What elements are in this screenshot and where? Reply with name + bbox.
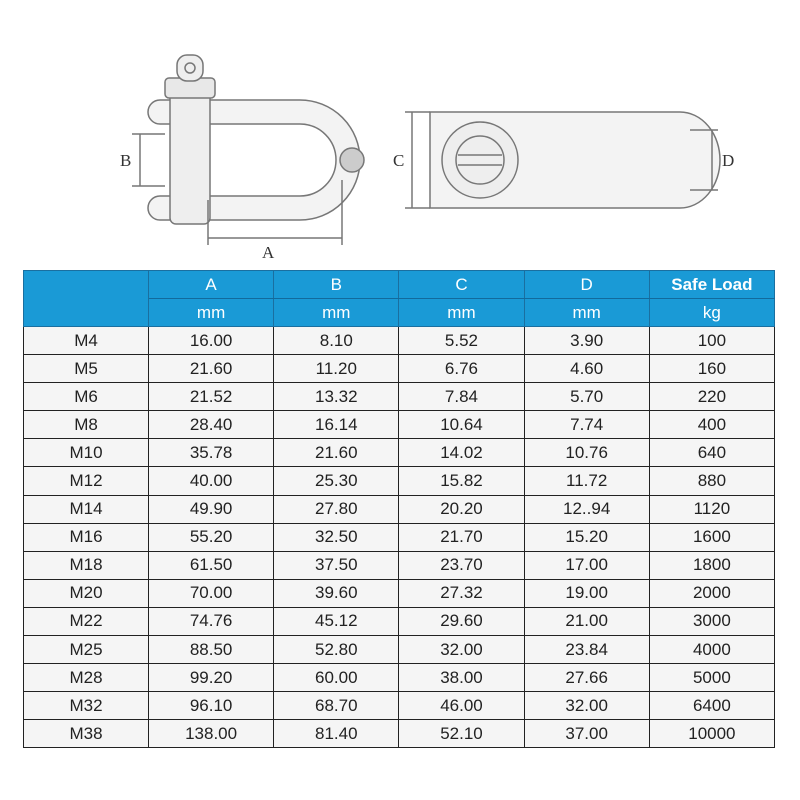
cell-b: 32.50 [274, 523, 399, 551]
table-row [24, 523, 775, 551]
cell-b: 45.12 [274, 607, 399, 635]
cell-b: 16.14 [274, 411, 399, 439]
cell-b: 52.80 [274, 636, 399, 664]
table-row [24, 579, 775, 607]
cell-size: M16 [24, 523, 149, 551]
table-row [24, 383, 775, 411]
cell-size: M4 [24, 327, 149, 355]
shackle-side-view [132, 55, 364, 245]
table-row [24, 607, 775, 635]
dimension-label-c: C [393, 151, 405, 170]
cell-c: 7.84 [399, 383, 524, 411]
cell-size: M6 [24, 383, 149, 411]
cell-size: M10 [24, 439, 149, 467]
table-row [24, 551, 775, 579]
unit-a: mm [149, 299, 274, 327]
cell-d: 12..94 [524, 495, 649, 523]
cell-b: 37.50 [274, 551, 399, 579]
table-row [24, 327, 775, 355]
cell-b: 11.20 [274, 355, 399, 383]
cell-c: 20.20 [399, 495, 524, 523]
cell-a: 99.20 [149, 664, 274, 692]
cell-c: 29.60 [399, 607, 524, 635]
table-row [24, 664, 775, 692]
dimension-label-a: A [262, 243, 275, 262]
cell-c: 10.64 [399, 411, 524, 439]
cell-safe-load: 4000 [649, 636, 774, 664]
cell-size: M12 [24, 467, 149, 495]
unit-c: mm [399, 299, 524, 327]
cell-c: 27.32 [399, 579, 524, 607]
cell-safe-load: 100 [649, 327, 774, 355]
cell-size: M8 [24, 411, 149, 439]
cell-safe-load: 6400 [649, 692, 774, 720]
table-row [24, 720, 775, 748]
cell-safe-load: 1600 [649, 523, 774, 551]
table-row [24, 411, 775, 439]
shackle-diagram [0, 0, 800, 265]
cell-d: 27.66 [524, 664, 649, 692]
cell-c: 46.00 [399, 692, 524, 720]
cell-safe-load: 2000 [649, 579, 774, 607]
cell-b: 60.00 [274, 664, 399, 692]
cell-c: 21.70 [399, 523, 524, 551]
cell-a: 21.52 [149, 383, 274, 411]
cell-size: M5 [24, 355, 149, 383]
unit-b: mm [274, 299, 399, 327]
header-a: A [149, 271, 274, 299]
cell-a: 55.20 [149, 523, 274, 551]
cell-safe-load: 880 [649, 467, 774, 495]
cell-a: 49.90 [149, 495, 274, 523]
cell-c: 14.02 [399, 439, 524, 467]
cell-b: 13.32 [274, 383, 399, 411]
cell-safe-load: 220 [649, 383, 774, 411]
cell-safe-load: 160 [649, 355, 774, 383]
cell-d: 3.90 [524, 327, 649, 355]
cell-a: 35.78 [149, 439, 274, 467]
table-row [24, 692, 775, 720]
cell-c: 38.00 [399, 664, 524, 692]
cell-d: 23.84 [524, 636, 649, 664]
cell-c: 23.70 [399, 551, 524, 579]
cell-a: 61.50 [149, 551, 274, 579]
header-safe-load: Safe Load [649, 271, 774, 299]
cell-b: 21.60 [274, 439, 399, 467]
cell-c: 15.82 [399, 467, 524, 495]
spec-table [23, 270, 775, 748]
table-row [24, 467, 775, 495]
unit-safe-load: kg [649, 299, 774, 327]
cell-a: 138.00 [149, 720, 274, 748]
cell-a: 28.40 [149, 411, 274, 439]
cell-d: 19.00 [524, 579, 649, 607]
cell-a: 16.00 [149, 327, 274, 355]
cell-d: 10.76 [524, 439, 649, 467]
cell-d: 21.00 [524, 607, 649, 635]
cell-b: 81.40 [274, 720, 399, 748]
cell-safe-load: 5000 [649, 664, 774, 692]
cell-c: 6.76 [399, 355, 524, 383]
cell-b: 39.60 [274, 579, 399, 607]
cell-size: M14 [24, 495, 149, 523]
cell-c: 32.00 [399, 636, 524, 664]
header-row [24, 271, 775, 299]
shackle-top-view [405, 112, 720, 208]
cell-size: M22 [24, 607, 149, 635]
cell-d: 32.00 [524, 692, 649, 720]
cell-c: 5.52 [399, 327, 524, 355]
cell-a: 70.00 [149, 579, 274, 607]
cell-b: 8.10 [274, 327, 399, 355]
table-row [24, 495, 775, 523]
cell-b: 68.70 [274, 692, 399, 720]
cell-d: 7.74 [524, 411, 649, 439]
cell-size: M25 [24, 636, 149, 664]
cell-c: 52.10 [399, 720, 524, 748]
dimension-label-d: D [722, 151, 735, 170]
cell-d: 15.20 [524, 523, 649, 551]
header-b: B [274, 271, 399, 299]
cell-safe-load: 3000 [649, 607, 774, 635]
cell-a: 88.50 [149, 636, 274, 664]
cell-b: 27.80 [274, 495, 399, 523]
table-row [24, 355, 775, 383]
cell-a: 96.10 [149, 692, 274, 720]
cell-safe-load: 1120 [649, 495, 774, 523]
cell-safe-load: 1800 [649, 551, 774, 579]
dimension-label-b: B [120, 151, 132, 170]
cell-size: M20 [24, 579, 149, 607]
table-row [24, 636, 775, 664]
cell-a: 21.60 [149, 355, 274, 383]
cell-a: 74.76 [149, 607, 274, 635]
cell-size: M32 [24, 692, 149, 720]
header-d: D [524, 271, 649, 299]
cell-d: 5.70 [524, 383, 649, 411]
cell-safe-load: 10000 [649, 720, 774, 748]
cell-size: M18 [24, 551, 149, 579]
header-blank [24, 271, 149, 327]
cell-size: M28 [24, 664, 149, 692]
cell-a: 40.00 [149, 467, 274, 495]
cell-size: M38 [24, 720, 149, 748]
cell-d: 37.00 [524, 720, 649, 748]
cell-b: 25.30 [274, 467, 399, 495]
cell-d: 17.00 [524, 551, 649, 579]
cell-d: 11.72 [524, 467, 649, 495]
header-c: C [399, 271, 524, 299]
cell-d: 4.60 [524, 355, 649, 383]
table-row [24, 439, 775, 467]
cell-safe-load: 640 [649, 439, 774, 467]
cell-safe-load: 400 [649, 411, 774, 439]
unit-d: mm [524, 299, 649, 327]
